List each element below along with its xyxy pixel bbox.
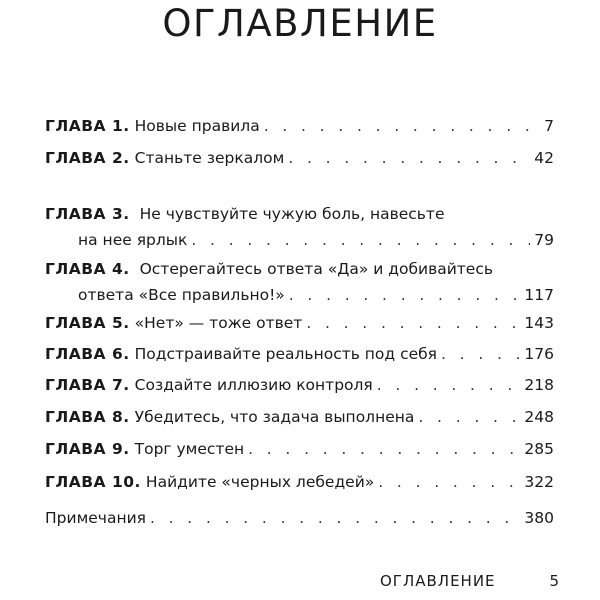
page-footer (380, 572, 560, 590)
chapter-title: Подстраивайте реальность под себя (134, 345, 438, 363)
page-title: ОГЛАВЛЕНИЕ (162, 2, 438, 45)
leader-dots (288, 145, 530, 171)
leader-dots (264, 113, 540, 139)
toc-entry-chapter-10[interactable] (45, 469, 554, 495)
chapter-title: Убедитесь, что задача выполнена (134, 408, 415, 426)
toc-entry-chapter-1[interactable] (45, 113, 554, 139)
page-number: 79 (534, 231, 554, 249)
page-number: 42 (534, 149, 554, 167)
toc-entry-chapter-4[interactable] (45, 256, 554, 308)
leader-dots (150, 505, 520, 531)
toc-entry-chapter-6[interactable] (45, 341, 554, 367)
page-number: 218 (524, 376, 554, 394)
chapter-number: ГЛАВА 6. (45, 345, 130, 363)
chapter-title: «Нет» — тоже ответ (134, 314, 303, 332)
chapter-number: ГЛАВА 8. (45, 408, 130, 426)
leader-dots (441, 341, 520, 367)
page-number: 285 (524, 440, 554, 458)
toc-entry-chapter-7[interactable] (45, 372, 554, 398)
page-number: 7 (544, 117, 554, 135)
chapter-title: Не чувствуйте чужую боль, навесьте (139, 205, 445, 223)
chapter-number: ГЛАВА 5. (45, 314, 130, 332)
chapter-number: ГЛАВА 2. (45, 149, 130, 167)
page-number: 117 (524, 286, 554, 304)
chapter-number: ГЛАВА 9. (45, 440, 130, 458)
footer-page-number: 5 (549, 572, 560, 590)
leader-dots (289, 282, 521, 308)
chapter-number: ГЛАВА 7. (45, 376, 130, 394)
chapter-number: ГЛАВА 4. (45, 260, 130, 278)
chapter-title: Создайте иллюзию контроля (134, 376, 373, 394)
chapter-title: Найдите «черных лебедей» (145, 473, 375, 491)
chapter-number: ГЛАВА 3. (45, 205, 130, 223)
chapter-number: ГЛАВА 1. (45, 117, 130, 135)
page-number: 248 (524, 408, 554, 426)
toc-entry-chapter-3[interactable] (45, 201, 554, 253)
chapter-title: Торг уместен (134, 440, 245, 458)
page-number: 380 (524, 509, 554, 527)
page-number: 143 (524, 314, 554, 332)
page-number: 322 (524, 473, 554, 491)
chapter-title-continued: на нее ярлык (78, 231, 188, 249)
leader-dots (248, 436, 520, 462)
toc-entry-chapter-9[interactable] (45, 436, 554, 462)
toc-entry-notes[interactable] (45, 505, 554, 531)
leader-dots (378, 469, 520, 495)
chapter-title: Остерегайтесь ответа «Да» и добивайтесь (139, 260, 494, 278)
leader-dots (418, 404, 520, 430)
leader-dots (306, 310, 520, 336)
page-number: 176 (524, 345, 554, 363)
notes-label: Примечания (45, 509, 146, 527)
chapter-title-continued: ответа «Все правильно!» (78, 286, 285, 304)
chapter-number: ГЛАВА 10. (45, 473, 141, 491)
leader-dots (377, 372, 521, 398)
chapter-title: Новые правила (134, 117, 260, 135)
toc-entry-chapter-2[interactable] (45, 145, 554, 171)
running-header: ОГЛАВЛЕНИЕ (380, 572, 496, 590)
leader-dots (191, 227, 530, 253)
chapter-title: Станьте зеркалом (134, 149, 285, 167)
toc-entry-chapter-5[interactable] (45, 310, 554, 336)
toc-entry-chapter-8[interactable] (45, 404, 554, 430)
